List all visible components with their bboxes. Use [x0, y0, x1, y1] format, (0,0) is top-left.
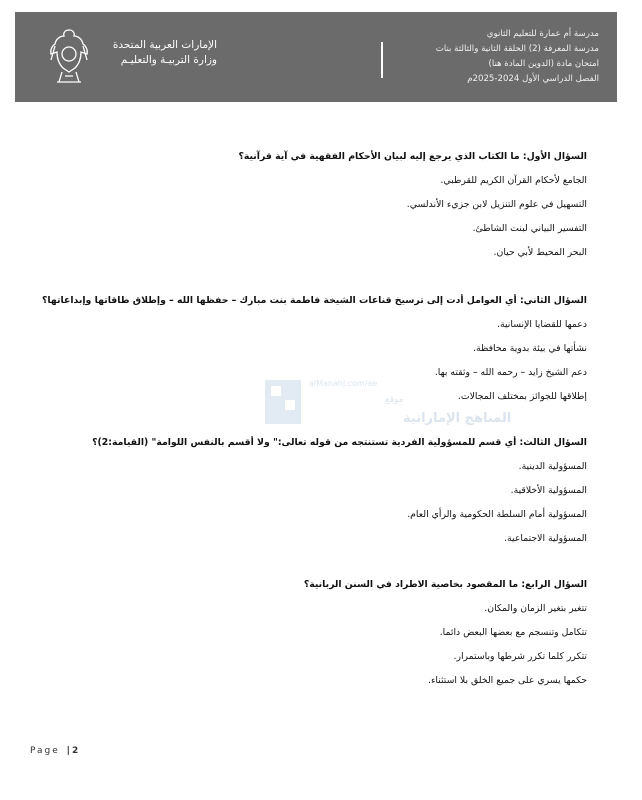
option: حكمها يسري على جميع الخلق بلا استثناء. — [428, 675, 587, 686]
option: تتغير بتغير الزمان والمكان. — [484, 603, 587, 614]
watermark — [265, 372, 512, 432]
option: تتكامل وتنسجم مع بعضها البعض دائما. — [439, 627, 587, 638]
option: المسؤولية الأخلاقية. — [510, 485, 587, 496]
page-header — [15, 12, 617, 102]
option: المسؤولية الدينية. — [518, 461, 587, 472]
page-footer — [30, 746, 78, 756]
question-title: السؤال الثالث: أي قسم للمسؤولية الفردية تستنتجه من قوله تعالى:" ولا أقسم بالنفس اللوامة" (القيامة:2)؟ — [92, 437, 587, 448]
question-4 — [47, 578, 587, 688]
school-info — [379, 27, 599, 87]
ministry-line-1: الإمارات العربية المتحدة — [112, 39, 217, 51]
school-line-4: الفصل الدراسي الأول 2024-2025م — [467, 74, 599, 84]
option: المسؤولية الاجتماعية. — [504, 533, 587, 544]
page-label: Page — [30, 746, 60, 756]
option: المسؤولية أمام السلطة الحكومية والرأي العام. — [407, 509, 587, 520]
option: إطلاقها للجوائز بمختلف المجالات. — [457, 391, 587, 402]
option: نشأتها في بيئة بدوية محافظة. — [473, 343, 587, 354]
watermark-url: alManahj.com/ae — [309, 379, 378, 388]
option: تتكرر كلما تكرر شرطها وباستمرار. — [453, 651, 587, 662]
ministry-name — [97, 38, 217, 68]
school-line-2: مدرسة المعرفة (2) الحلقة الثانية والثالثة بنات — [435, 44, 599, 54]
uae-emblem-icon — [47, 26, 91, 88]
option: دعمها للقضايا الإنسانية. — [497, 319, 587, 330]
school-line-1: مدرسة أم عمارة للتعليم الثانوي — [486, 29, 599, 39]
question-title: السؤال الأول: ما الكتاب الذي يرجع إليه لبيان الأحكام الفقهية في آية قرآنية؟ — [238, 151, 587, 162]
question-3 — [47, 436, 587, 546]
watermark-line-2: المناهج الإماراتية — [403, 411, 512, 426]
option: البحر المحيط لأبي حيان. — [493, 247, 587, 258]
option: الجامع لأحكام القرآن الكريم للقرطبي. — [440, 175, 587, 186]
option: دعم الشيخ زايد – رحمه الله – وثقته بها. — [434, 367, 587, 378]
option: التفسير البياني لبنت الشاطئ. — [472, 223, 587, 234]
page-number: 2 — [71, 746, 79, 756]
school-line-3: امتحان مادة (الدوين المادة هنا) — [488, 59, 599, 69]
watermark-line-1: موقع — [385, 395, 404, 405]
watermark-logo-icon — [265, 372, 512, 432]
question-1 — [47, 150, 587, 260]
page-separator: | — [66, 746, 70, 756]
option: التسهيل في علوم التنزيل لابن جزيء الأندلسي. — [406, 199, 587, 210]
ministry-line-2: وزارة التربيـة والتعليـم — [120, 54, 217, 66]
question-title: السؤال الرابع: ما المقصود بخاصية الاطراد في السنن الربانية؟ — [303, 579, 587, 590]
question-title: السؤال الثاني: أي العوامل أدت إلى ترسيخ قناعات الشيخة فاطمة بنت مبارك – حفظها الله – وإطلاق طاقاتها وإبداعاتها؟ — [41, 295, 587, 306]
